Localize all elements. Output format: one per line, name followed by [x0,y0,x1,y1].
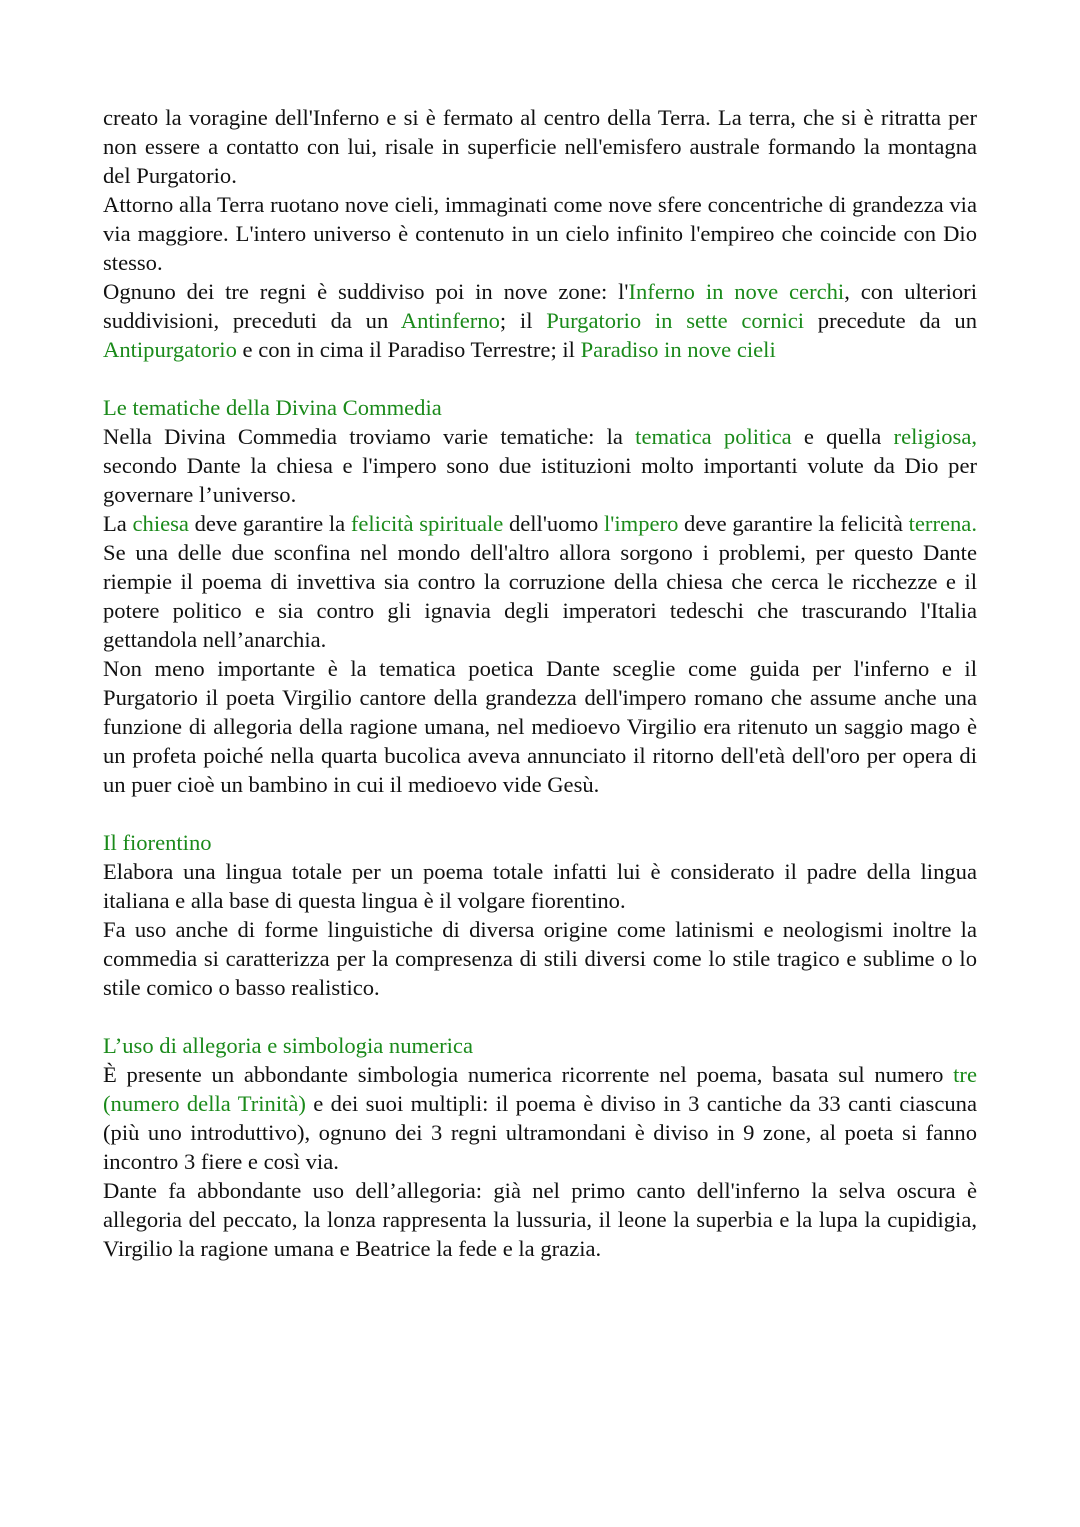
document-page [103,103,977,1263]
text-run: deve garantire la [188,511,351,536]
highlighted-term: Purgatorio in sette cornici [546,308,805,333]
paragraph [103,1176,977,1263]
paragraph-spacer [103,364,977,393]
text-run: dell'uomo [503,511,605,536]
highlighted-term: tre (numero della Trinità) [103,1062,977,1116]
text-run: e con in cima il Paradiso Terrestre; il [236,337,581,362]
highlighted-term: tematica politica [635,424,792,449]
paragraph [103,1060,977,1176]
paragraph [103,103,977,190]
paragraph [103,277,977,364]
text-run: Nella Divina Commedia troviamo varie tematiche: la [103,424,636,449]
highlighted-term: Antinferno [400,308,500,333]
highlighted-term: terrena. [908,511,977,536]
paragraph [103,190,977,277]
text-run: Fa uso anche di forme linguistiche di diversa origine come latinismi e neologismi inoltre la commedia si caratterizza per la compresenza di stili diversi come lo stile tragico e sublime o lo stile comico o basso realistico. [103,917,977,1000]
text-run: secondo Dante la chiesa e l'impero sono due istituzioni molto importanti volute da Dio per governare l’universo. [103,453,977,507]
highlighted-term: l'impero [604,511,679,536]
text-run: deve garantire la felicità [678,511,909,536]
text-run: ; il [499,308,547,333]
section-heading: L’uso di allegoria e simbologia numerica [103,1033,473,1058]
text-run: precedute da un [804,308,977,333]
highlighted-term: chiesa [132,511,189,536]
text-run: Ognuno dei tre regni è suddiviso poi in nove zone: l' [103,279,629,304]
text-run: e quella [791,424,894,449]
text-run: Elabora una lingua totale per un poema totale infatti lui è considerato il padre della lingua italiana e alla base di questa lingua è il volgare fiorentino. [103,859,977,913]
text-run: La [103,511,133,536]
text-run: , con ulteriori suddivisioni, preceduti da un [103,279,977,333]
text-run: creato la voragine dell'Inferno e si è fermato al centro della Terra. La terra, che si è ritratta per non essere a contatto con lui, risale in superficie nell'emisfero australe formando la montagna del Purgatorio. [103,105,977,188]
section-heading: Le tematiche della Divina Commedia [103,395,442,420]
highlighted-term: Paradiso in nove cieli [580,337,776,362]
highlighted-term: felicità spirituale [350,511,504,536]
paragraph [103,857,977,915]
text-run: e dei suoi multipli: il poema è diviso in 3 cantiche da 33 canti ciascuna (più uno introduttivo), ognuno dei 3 regni ultramondani è diviso in 9 zone, al poeta si fanno incontro 3 fiere e così via. [103,1091,977,1174]
paragraph [103,654,977,799]
text-run: Attorno alla Terra ruotano nove cieli, immaginati come nove sfere concentriche di grandezza via via maggiore. L'intero universo è contenuto in un cielo infinito l'empireo che coincide con Dio stesso. [103,192,977,275]
paragraph [103,422,977,509]
paragraph-spacer [103,1002,977,1031]
paragraph [103,509,977,654]
paragraph-spacer [103,799,977,828]
text-run: È presente un abbondante simbologia numerica ricorrente nel poema, basata sul numero [103,1062,954,1087]
paragraph [103,915,977,1002]
text-run: Non meno importante è la tematica poetica Dante sceglie come guida per l'inferno e il Purgatorio il poeta Virgilio cantore della grandezza dell'impero romano che assume anche una funzione di allegoria della ragione umana, nel medioevo Virgilio era ritenuto un saggio mago è un profeta poiché nella quarta bucolica aveva annunciato il ritorno dell'età dell'oro per opera di un puer cioè un bambino in cui il medioevo vide Gesù. [103,656,977,797]
section-heading: Il fiorentino [103,830,212,855]
highlighted-term: Antipurgatorio [103,337,237,362]
highlighted-term: religiosa, [893,424,977,449]
text-run: Se una delle due sconfina nel mondo dell'altro allora sorgono i problemi, per questo Dante riempie il poema di invettiva sia contro la corruzione della chiesa che cerca le ricchezze e il potere politico e sia contro gli ignavia degli imperatori tedeschi che trascurando l'Italia gettandola nell’anarchia. [103,540,977,652]
text-run: Dante fa abbondante uso dell’allegoria: già nel primo canto dell'inferno la selva oscura è allegoria del peccato, la lonza rappresenta la lussuria, il leone la superbia e la lupa la cupidigia, Virgilio la ragione umana e Beatrice la fede e la grazia. [103,1178,977,1261]
highlighted-term: Inferno in nove cerchi [628,279,845,304]
